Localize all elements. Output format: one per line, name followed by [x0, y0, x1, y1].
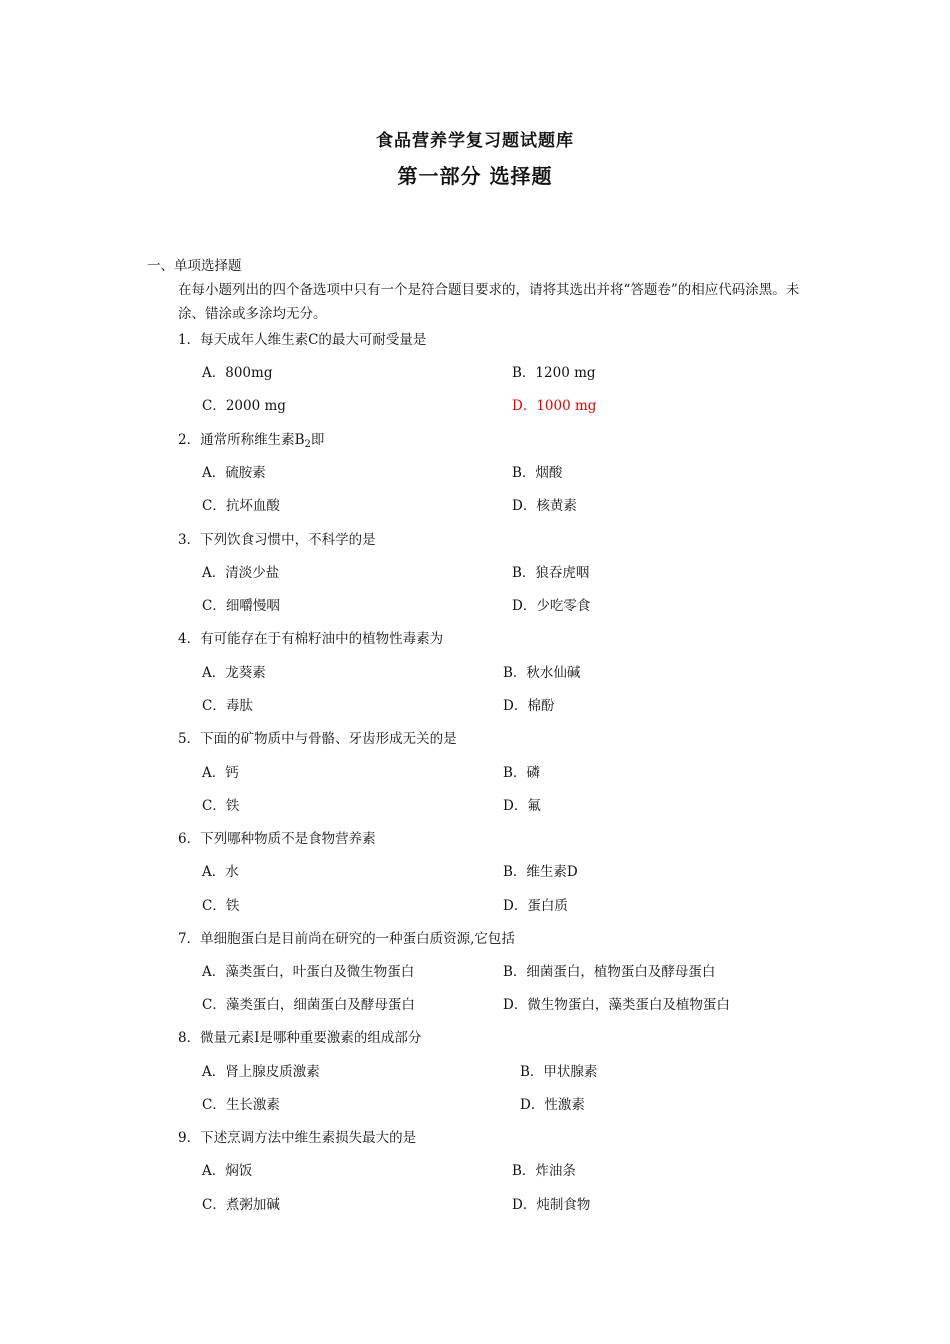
q7-option-a: A．藻类蛋白，叶蛋白及微生物蛋白: [202, 964, 415, 980]
q8-option-c: C．生长激素: [202, 1097, 280, 1113]
q1-option-c: C．2000 mg: [202, 398, 286, 414]
question-4-stem: 4．有可能存在于有棉籽油中的植物性毒素为: [178, 631, 444, 647]
q6-option-d: D．蛋白质: [503, 898, 568, 914]
q6-option-a: A．水: [202, 864, 239, 880]
q6-option-c: C．铁: [202, 898, 240, 914]
question-7-stem: 7．单细胞蛋白是目前尚在研究的一种蛋白质资源,它包括: [178, 931, 515, 947]
q2-stem-text: 2．通常所称维生素B: [178, 432, 305, 448]
q5-option-a: A．钙: [202, 765, 239, 781]
q1-option-b: B．1200 mg: [512, 365, 596, 381]
q4-option-b: B．秋水仙碱: [503, 665, 581, 681]
question-8-stem: 8．微量元素Ⅰ是哪种重要激素的组成部分: [178, 1030, 422, 1046]
question-1-stem: 1．每天成年人维生素C的最大可耐受量是: [178, 332, 427, 348]
q3-option-a: A．清淡少盐: [202, 565, 280, 581]
q1-option-d-answer: D．1000 mg: [512, 398, 597, 414]
q2-option-b: B．烟酸: [512, 465, 563, 481]
q5-option-b: B．磷: [503, 765, 540, 781]
section-heading: 一、单项选择题: [147, 258, 242, 274]
q9-option-b: B．炸油条: [512, 1163, 576, 1179]
q7-option-b: B．细菌蛋白，植物蛋白及酵母蛋白: [503, 964, 716, 980]
question-5-stem: 5．下面的矿物质中与骨骼、牙齿形成无关的是: [178, 731, 457, 747]
q2-stem-tail: 即: [310, 432, 325, 448]
question-3-stem: 3．下列饮食习惯中，不科学的是: [178, 532, 376, 548]
q3-option-b: B．狼吞虎咽: [512, 565, 590, 581]
question-6-stem: 6．下列哪种物质不是食物营养素: [178, 831, 376, 847]
q8-option-b: B．甲状腺素: [520, 1064, 598, 1080]
q2-stem-subscript: 2: [304, 439, 311, 450]
q7-option-d: D．微生物蛋白，藻类蛋白及植物蛋白: [503, 997, 730, 1013]
q7-option-c: C．藻类蛋白，细菌蛋白及酵母蛋白: [202, 997, 415, 1013]
q4-option-d: D．棉酚: [503, 698, 555, 714]
q8-option-d: D．性激素: [520, 1097, 585, 1113]
question-9-stem: 9．下述烹调方法中维生素损失最大的是: [178, 1130, 417, 1146]
q9-option-d: D．炖制食物: [512, 1197, 591, 1213]
q3-option-d: D．少吃零食: [512, 598, 591, 614]
q8-option-a: A．肾上腺皮质激素: [202, 1064, 320, 1080]
q2-option-c: C．抗坏血酸: [202, 498, 280, 514]
document-title: 食品营养学复习题试题库: [376, 131, 574, 151]
q3-option-c: C．细嚼慢咽: [202, 598, 280, 614]
q1-option-a: A．800mg: [202, 365, 273, 381]
q5-option-d: D．氟: [503, 798, 541, 814]
q5-option-c: C．铁: [202, 798, 240, 814]
q4-option-c: C．毒肽: [202, 698, 253, 714]
q2-option-d: D．核黄素: [512, 498, 577, 514]
q2-option-a: A．硫胺素: [202, 465, 266, 481]
q9-option-c: C．煮粥加碱: [202, 1197, 280, 1213]
q9-option-a: A．焖饭: [202, 1163, 253, 1179]
part-heading: 第一部分 选择题: [397, 164, 553, 188]
instructions: 在每小题列出的四个备选项中只有一个是符合题目要求的，请将其选出并将“答题卷”的相应代码涂黑。未涂、错涂或多涂均无分。: [178, 282, 800, 322]
q4-option-a: A．龙葵素: [202, 665, 266, 681]
question-2-stem: [178, 428, 324, 450]
q6-option-b: B．维生素D: [503, 864, 578, 880]
